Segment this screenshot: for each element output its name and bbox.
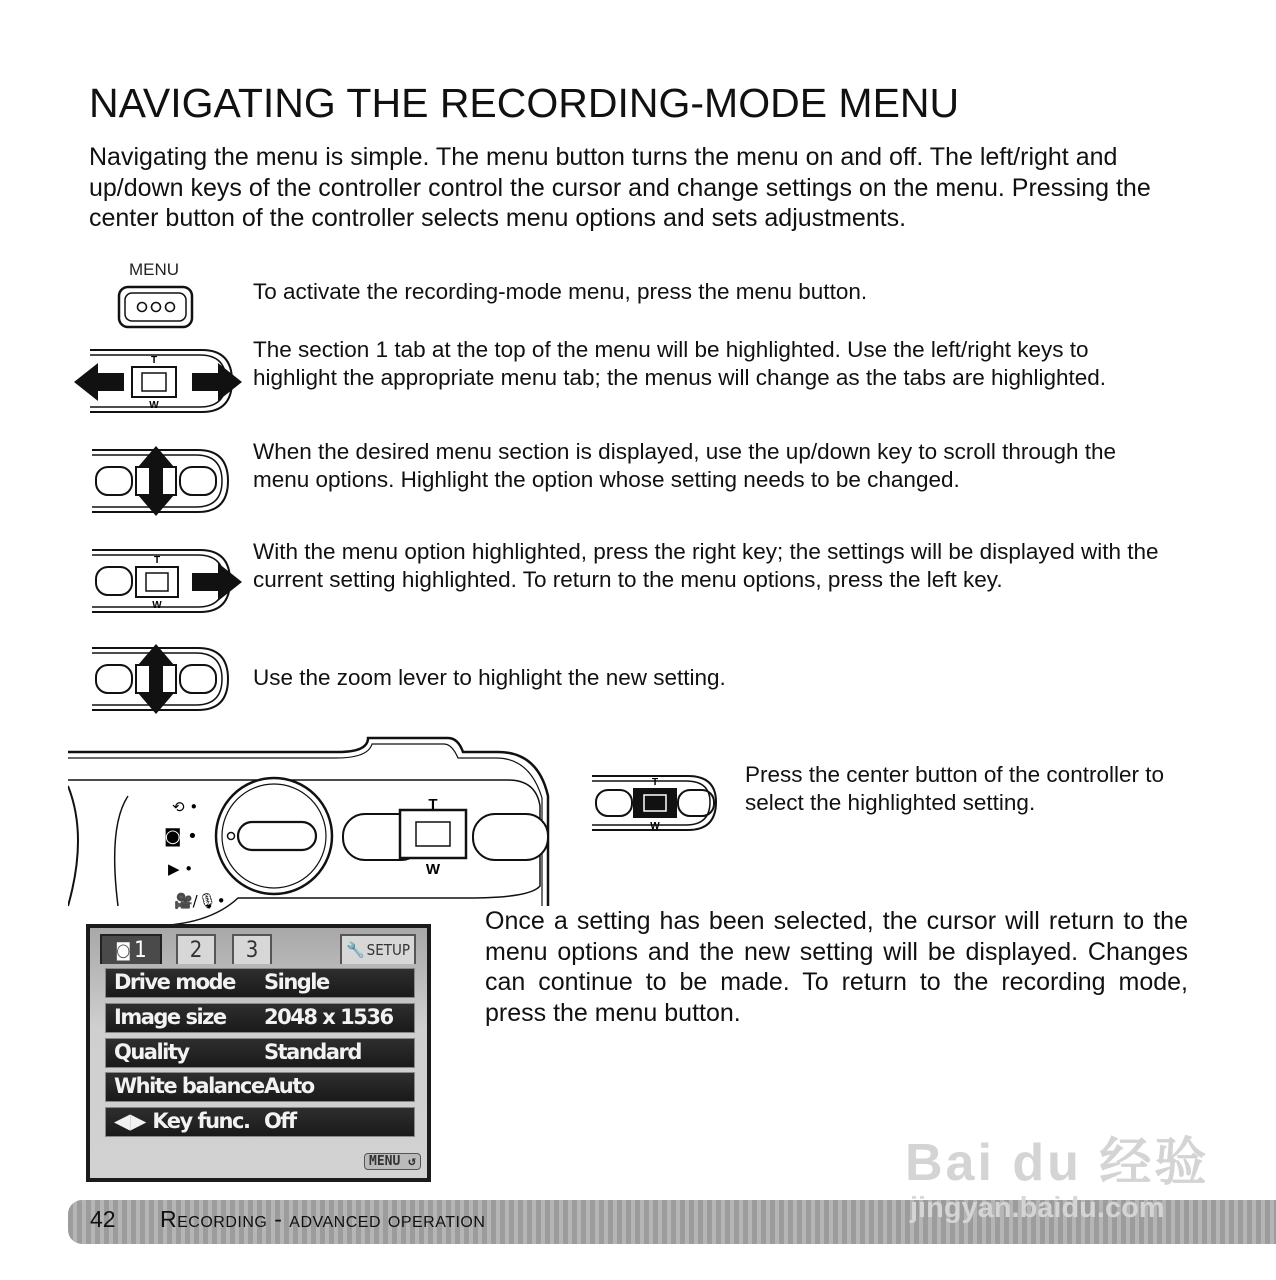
center-button-icon (588, 772, 728, 834)
wide-label: W (149, 400, 159, 411)
step-3-text: When the desired menu section is displayed, use the up/down key to scroll through the menu options. Highlight the option whose setting needs to be changed. (253, 439, 1116, 492)
page-title: NAVIGATING THE RECORDING-MODE MENU (89, 80, 960, 126)
svg-text:W: W (425, 861, 441, 878)
menu-button-icon (117, 284, 195, 330)
movie-mode-icon: 🎥/🎙• (174, 892, 226, 910)
menu-row-white-balance: White balance Auto (105, 1072, 415, 1102)
baidu-watermark-logo: Bai du 经验 (905, 1134, 1210, 1192)
tab-section-1: ◙ 1 (100, 934, 162, 964)
baidu-watermark-url: jingyan.baidu.com (910, 1192, 1165, 1224)
menu-row-drive-mode: Drive mode Single (105, 968, 415, 998)
playback-mode-icon: ▶ • (168, 860, 194, 878)
svg-text:W: W (650, 821, 660, 832)
menu-row-image-size: Image size 2048 x 1536 (105, 1003, 415, 1033)
up-down-key-icon (88, 445, 234, 517)
final-paragraph: Once a setting has been selected, the cursor will return to the menu options and the new setting will be displayed. Changes can continue to be made. To return to the recording mode, press the menu button. (485, 907, 1188, 1027)
step-4-text: With the menu option highlighted, press the right key; the settings will be displayed with the current setting highlighted. To return to the menu options, press the left key. (253, 539, 1159, 592)
tab-setup: 🔧 SETUP (340, 934, 416, 964)
lcd-menu-screen (86, 924, 431, 1182)
tab-section-2: 2 (176, 934, 216, 964)
menu-row-quality: Quality Standard (105, 1038, 415, 1068)
left-right-arrows-icon: ◀▶ (114, 1109, 147, 1133)
zoom-lever-icon (88, 643, 234, 715)
right-key-icon (88, 545, 248, 617)
camera-mode-icon: ◙ • (164, 826, 198, 847)
svg-text:T: T (153, 555, 161, 566)
step-6-text: Press the center button of the controller to select the highlighted setting. (745, 762, 1164, 815)
intro-paragraph: Navigating the menu is simple. The menu button turns the menu on and off. The left/right and up/down keys of the controller control the cursor and change settings on the menu. Pressing the center button of the controller selects menu options and sets adjustments. (89, 143, 1151, 232)
tab-section-3: 3 (232, 934, 272, 964)
svg-text:T: T (651, 777, 659, 788)
svg-text:T: T (428, 796, 438, 813)
tele-label: T (150, 355, 158, 366)
step-1-text: To activate the recording-mode menu, press the menu button. (253, 279, 868, 304)
wrench-icon: 🔧 (345, 941, 365, 959)
camera-icon: ◙ (115, 939, 132, 961)
section-name: Recording - advanced operation (160, 1206, 486, 1232)
page-number: 42 (90, 1206, 116, 1232)
step-5-text: Use the zoom lever to highlight the new setting. (253, 665, 726, 690)
step-2-text: The section 1 tab at the top of the menu will be highlighted. Use the left/right keys to highlight the appropriate menu tab; the menus will change as the tabs are highlighted. (253, 337, 1107, 390)
menu-button-label: MENU (129, 260, 180, 279)
camera-illustration (68, 736, 578, 932)
menu-row-key-func: ◀▶ Key func. Off (105, 1107, 415, 1137)
menu-return-badge: MENU ↺ (364, 1153, 421, 1170)
auto-mode-icon: ⟲ • (172, 798, 199, 816)
left-right-keys-icon (72, 345, 248, 417)
svg-text:W: W (152, 600, 162, 611)
